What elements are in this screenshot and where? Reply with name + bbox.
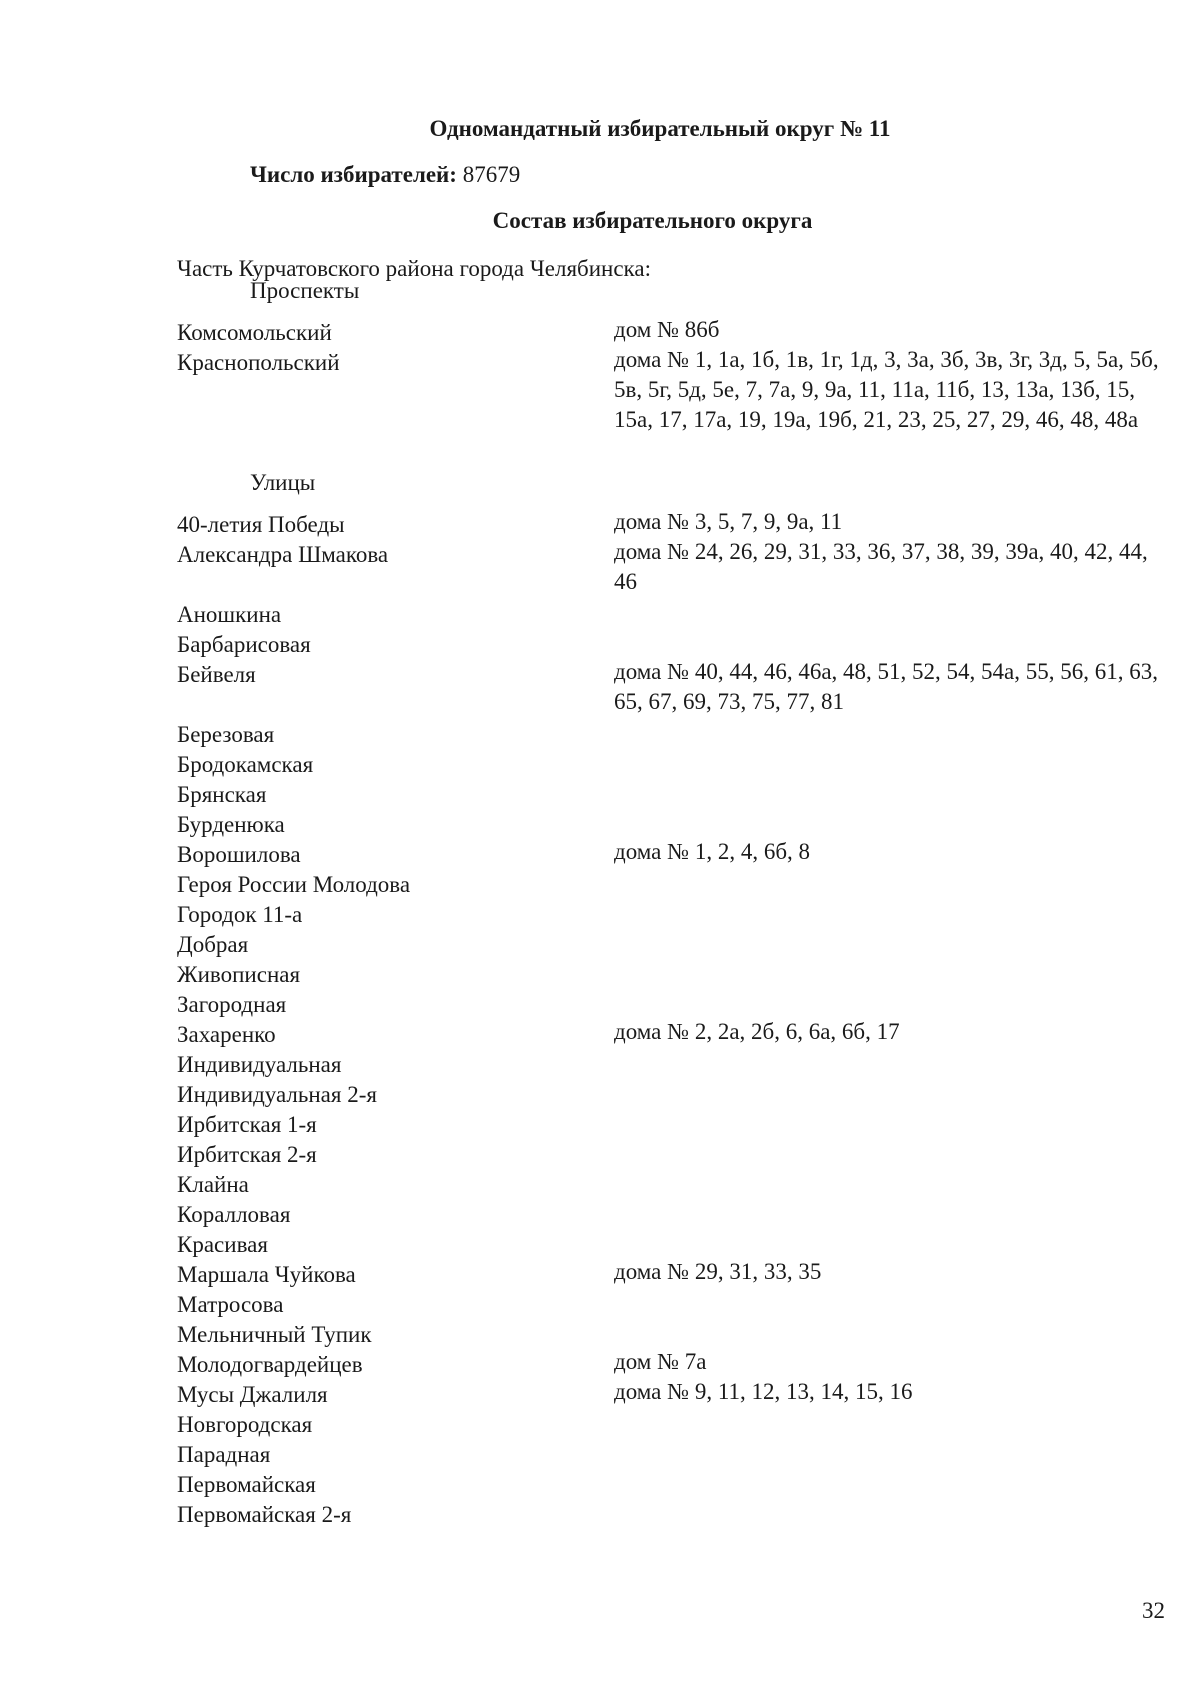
list-item [177,1260,1177,1290]
street-name: Новгородская [177,1412,313,1437]
street-name: Матросова [177,1292,284,1317]
street-name: Брянская [177,782,267,807]
street-name: Живописная [177,962,301,987]
list-item [177,540,1177,600]
list-item [177,1200,1177,1230]
street-name: Ирбитская 1-я [177,1112,317,1137]
street-name: Клайна [177,1172,249,1197]
street-name: Индивидуальная [177,1052,342,1077]
list-item [177,660,1177,720]
page-title: Одномандатный избирательный округ № 11 [429,116,891,141]
house-numbers: дом № 86б [614,317,720,342]
section-title-streets: Улицы [250,470,316,495]
street-name: Бейвеля [177,662,256,687]
street-name: Коралловая [177,1202,291,1227]
street-name: Маршала Чуйкова [177,1262,356,1287]
street-name: Александра Шмакова [177,542,389,567]
street-name: Краснопольский [177,350,340,375]
list-item [177,930,1177,960]
street-name: Захаренко [177,1022,276,1047]
list-item [177,810,1177,840]
list-item [177,750,1177,780]
section-subtitle: Состав избирательного округа [492,208,813,233]
list-item [177,1500,1177,1530]
street-name: Загородная [177,992,287,1017]
street-name: Ирбитская 2-я [177,1142,317,1167]
street-name: Бродокамская [177,752,314,777]
list-item [177,990,1177,1020]
list-item [177,870,1177,900]
street-name: 40-летия Победы [177,512,345,537]
street-name: Мельничный Тупик [177,1322,372,1347]
house-numbers: дома № 29, 31, 33, 35 [614,1259,822,1284]
street-name: Первомайская [177,1472,316,1497]
house-numbers: дома № 9, 11, 12, 13, 14, 15, 16 [614,1379,913,1404]
list-item [177,1020,1177,1050]
list-item [177,1170,1177,1200]
street-name: Городок 11-а [177,902,303,927]
list-item [177,1350,1177,1380]
house-numbers: дома № 1, 2, 4, 6б, 8 [614,839,811,864]
street-name: Комсомольский [177,320,332,345]
list-item [177,1470,1177,1500]
list-item [177,1080,1177,1110]
voters-value: 87679 [462,162,521,187]
list-item [177,960,1177,990]
house-numbers: дом № 7а [614,1349,707,1374]
street-name: Бурденюка [177,812,285,837]
list-item [177,1320,1177,1350]
page-number: 32 [1142,1598,1165,1623]
street-name: Добрая [177,932,249,957]
house-numbers: дома № 40, 44, 46, 46а, 48, 51, 52, 54, 54а, 55, 56, 61, 63, 65, 67, 69, 73, 75, 77, 81 [614,659,1158,714]
list-item [177,1440,1177,1470]
street-name: Героя России Молодова [177,872,411,897]
list-item [177,840,1177,870]
list-item [177,1230,1177,1260]
list-item [177,780,1177,810]
streets-list [177,510,1177,1530]
section-title-avenues: Проспекты [250,278,360,303]
voters-count [250,160,520,190]
list-item [177,720,1177,750]
list-item [177,1290,1177,1320]
list-item [177,900,1177,930]
house-numbers: дома № 1, 1а, 1б, 1в, 1г, 1д, 3, 3а, 3б, 3в, 3г, 3д, 5, 5а, 5б, 5в, 5г, 5д, 5е, 7, 7а, 9, 9а, 11, 11а, 11б, 13, 13а, 13б, 15, 15а, 17, 17а, 19, 19а, 19б, 21, 23, 25, 27, 29, 46, 48, 48а [614,347,1159,432]
street-name: Ворошилова [177,842,301,867]
list-item [177,1410,1177,1440]
street-name: Мусы Джалиля [177,1382,328,1407]
list-item [177,1050,1177,1080]
street-name: Молодогвардейцев [177,1352,363,1377]
list-item [177,318,1177,348]
street-name: Барбарисовая [177,632,311,657]
list-item [177,630,1177,660]
list-item [177,510,1177,540]
list-item [177,1140,1177,1170]
street-name: Индивидуальная 2-я [177,1082,377,1107]
street-name: Красивая [177,1232,268,1257]
list-item [177,600,1177,630]
district-description: Часть Курчатовского района города Челябинска: [177,256,651,281]
house-numbers: дома № 2, 2а, 2б, 6, 6а, 6б, 17 [614,1019,900,1044]
street-name: Березовая [177,722,275,747]
house-numbers: дома № 24, 26, 29, 31, 33, 36, 37, 38, 39, 39а, 40, 42, 44, 46 [614,539,1148,594]
street-name: Аношкина [177,602,282,627]
list-item [177,1380,1177,1410]
voters-label: Число избирателей: [250,162,457,187]
house-numbers: дома № 3, 5, 7, 9, 9а, 11 [614,509,843,534]
street-name: Первомайская 2-я [177,1502,352,1527]
list-item [177,1110,1177,1140]
list-item [177,347,1177,432]
avenues-list [177,317,1177,432]
street-name: Парадная [177,1442,271,1467]
